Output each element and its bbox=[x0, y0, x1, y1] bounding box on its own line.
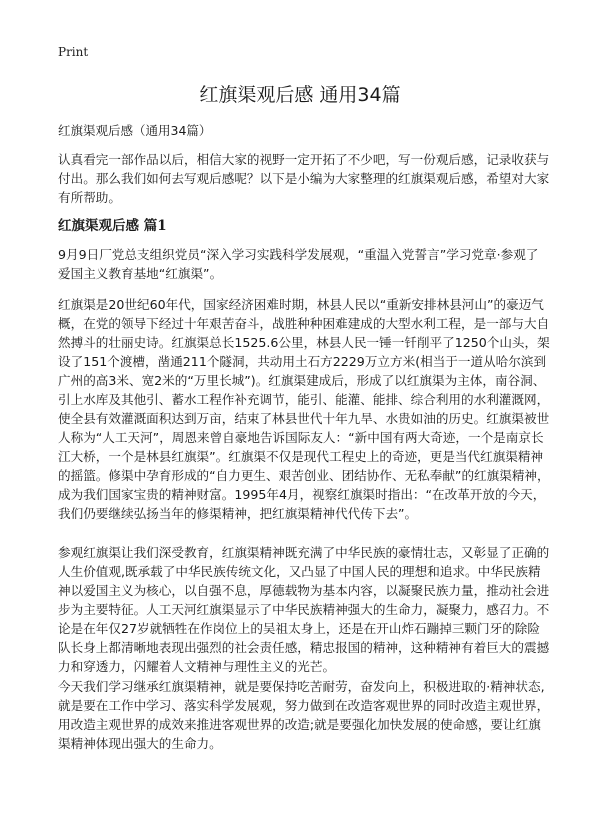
document-title: 红旗渠观后感 通用34篇 bbox=[199, 84, 401, 106]
print-link[interactable]: Print bbox=[58, 45, 89, 59]
body-paragraph-3: 参观红旗渠让我们深受教育，红旗渠精神既充满了中华民族的豪情壮志，又彰显了正确的人生价值观,既承载了中华民族传统文化，又凸显了中国人民的理想和追求。中华民族精神以爱国主义为核心，以自强不息，厚德载物为基本内容，以凝聚民族力量，推动社会进步为主要特征。人工天河红旗渠显示了中华民族精神强大的生命力，凝聚力，感召力。不论是在年仅27岁就牺牲在作岗位上的吴祖太身上，还是在开山炸石蹦掉三颗门牙的除险队长身上都清晰地表现出强烈的社会责任感，精忠报国的精神，这种精神有着巨大的震撼力和穿透力，闪耀着人文精神与理性主义的光芒。 bbox=[58, 545, 550, 674]
document-subtitle: 红旗渠观后感（通用34篇） bbox=[58, 123, 212, 138]
section-heading: 红旗渠观后感 篇1 bbox=[58, 218, 167, 234]
body-paragraph-2: 红旗渠是20世纪60年代，国家经济困难时期，林县人民以“重新安排林县河山”的豪迈气概，在党的领导下经过十年艰苦奋斗，战胜种种困难建成的大型水利工程，是一部与大自然搏斗的壮丽史诗。红旗渠总长1525.6公里，林县人民一锤一钎削平了1250个山头，架设了151个渡槽，凿通211个隧洞，共动用土石方2229万立方米(相当于一道从哈尔滨到广州的高3米、宽2米的“万里长城”)。红旗渠建成后，形成了以红旗渠为主体，南谷洞、引上水库及其他引、蓄水工程作补充调节，能引、能灌、能排、综合利用的水利灌溉网，使全县有效灌溉面积达到万亩，结束了林县世代十年九旱、水贵如油的历史。红旗渠被世人称为“人工天河”，周恩来曾自豪地告诉国际友人：“新中国有两大奇迹，一个是南京长江大桥，一个是林县红旗渠”。红旗渠不仅是现代工程史上的奇迹，更是当代红旗渠精神的摇篮。修渠中孕育形成的“自力更生、艰苦创业、团结协作、无私奉献”的红旗渠精神，成为我们国家宝贵的精神财富。1995年4月，视察红旗渠时指出：“在改革开放的今天，我们仍要继续弘扬当年的修渠精神，把红旗渠精神代代传下去”。 bbox=[58, 297, 550, 521]
intro-paragraph: 认真看完一部作品以后，相信大家的视野一定开拓了不少吧，写一份观后感，记录收获与付出。那么我们如何去写观后感呢？以下是小编为大家整理的红旗渠观后感，希望对大家有所帮助。 bbox=[58, 152, 550, 205]
body-paragraph-4: 今天我们学习继承红旗渠精神，就是要保持吃苦耐劳，奋发向上，积极进取的·精神状态,就是要在工作中学习、落实科学发展观，努力做到在改造客观世界的同时改造主观世界，用改造主观世界的成效来推进客观世界的改造;就是要强化加快发展的使命感，要让红旗渠精神体现出强大的生命力。 bbox=[58, 679, 550, 751]
body-paragraph-1: 9月9日厂党总支组织党员“深入学习实践科学发展观，“重温入党誓言”学习党章·参观了爱国主义教育基地“红旗渠”。 bbox=[58, 247, 539, 281]
